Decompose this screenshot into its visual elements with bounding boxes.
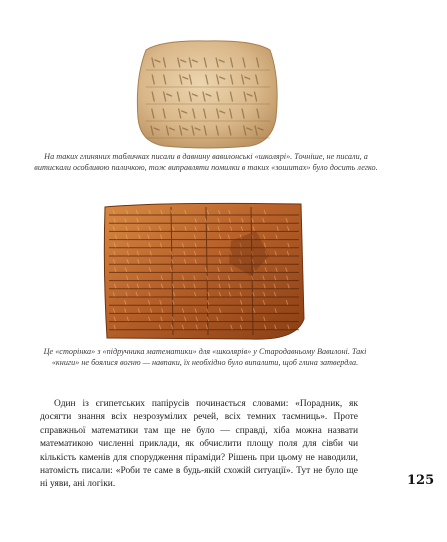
figure-caption-math-tablet: Це «сторінка» з «підручника математики» для «школярів» у Стародавньому Вавилоні. Такі «книги» не боялися вогню — навпаки, їх необхідно було випалити, щоб глина затвердла.: [43, 347, 367, 368]
clay-tablet-photo: [132, 38, 282, 150]
page-number: 125: [407, 473, 435, 488]
cuneiform-math-tablet-photo: [101, 201, 306, 343]
body-paragraph: Один із єгипетських папірусів починається словами: «Порадник, як досягти знання всіх незрозумілих речей, всіх темних таємниць». Проте справжньої математики там ще не було — справді, хіба можна назвати математикою численні приклади, як обчислити площу поля для сівби чи кількість каменів для спорудження піраміди? Рішень при цьому не наводили, натомість писали: «Роби те саме в будь-якій схожій ситуації». Тут не було ще ні уяви, ані логіки.: [40, 399, 358, 490]
figure-caption-clay-tablet: На таких глиняних табличках писали в давнину вавилонські «школярі». Точніше, не писали, а витискали особливою паличкою, тож виправляти помилки в таких «зошитах» було досить легко.: [34, 152, 378, 173]
